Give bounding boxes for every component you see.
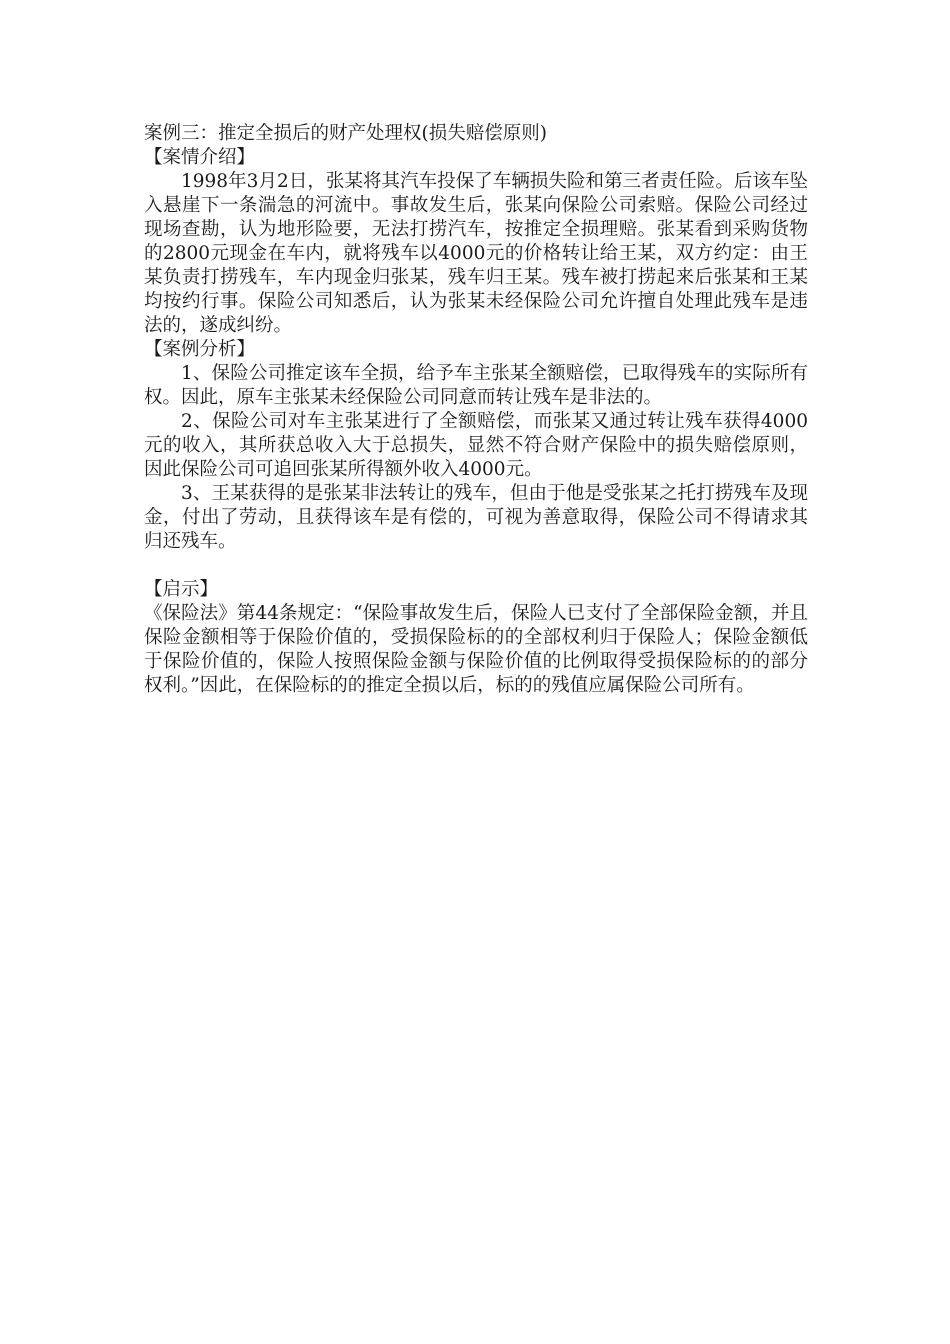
case-intro-paragraph: 1998年3月2日，张某将其汽车投保了车辆损失险和第三者责任险。后该车坠入悬崖下一条湍急的河流中。事故发生后，张某向保险公司索赔。保险公司经过现场查勘，认为地形险要，无法打捞汽车，按推定全损理赔。张某看到采购货物的2800元现金在车内，就将残车以4000元的价格转让给王某，双方约定：由王某负责打捞残车，车内现金归张某，残车归王某。残车被打捞起来后张某和王某均按约行事。保险公司知悉后，认为张某未经保险公司允许擅自处理此残车是违法的，遂成纠纷。 xyxy=(144,171,808,336)
analysis-point: 1、保险公司推定该车全损，给予车主张某全额赔偿，已取得残车的实际所有权。因此，原车主张某未经保险公司同意而转让残车是非法的。 xyxy=(144,363,808,408)
insight-paragraph: 《保险法》第44条规定：“保险事故发生后，保险人已支付了全部保险金额，并且保险金额相等于保险价值的，受损保险标的的全部权利归于保险人；保险金额低于保险价值的，保险人按照保险金额与保险价值的比例取得受损保险标的的部分权利。”因此，在保险标的的推定全损以后，标的的残值应属保险公司所有。 xyxy=(144,603,808,696)
analysis-heading: 【案例分析】 xyxy=(144,339,256,360)
section-spacer xyxy=(144,554,808,578)
analysis-point: 2、保险公司对车主张某进行了全额赔偿，而张某又通过转让残车获得4000元的收入，其所获总收入大于总损失，显然不符合财产保险中的损失赔偿原则，因此保险公司可追回张某所得额外收入4000元。 xyxy=(144,411,808,480)
document-body xyxy=(144,122,808,698)
document-title: 案例三：推定全损后的财产处理权(损失赔偿原则) xyxy=(144,123,547,144)
insight-heading: 【启示】 xyxy=(144,579,219,600)
analysis-point: 3、王某获得的是张某非法转让的残车，但由于他是受张某之托打捞残车及现金，付出了劳动，且获得该车是有偿的，可视为善意取得，保险公司不得请求其归还残车。 xyxy=(144,483,808,552)
case-intro-heading: 【案情介绍】 xyxy=(144,147,256,168)
